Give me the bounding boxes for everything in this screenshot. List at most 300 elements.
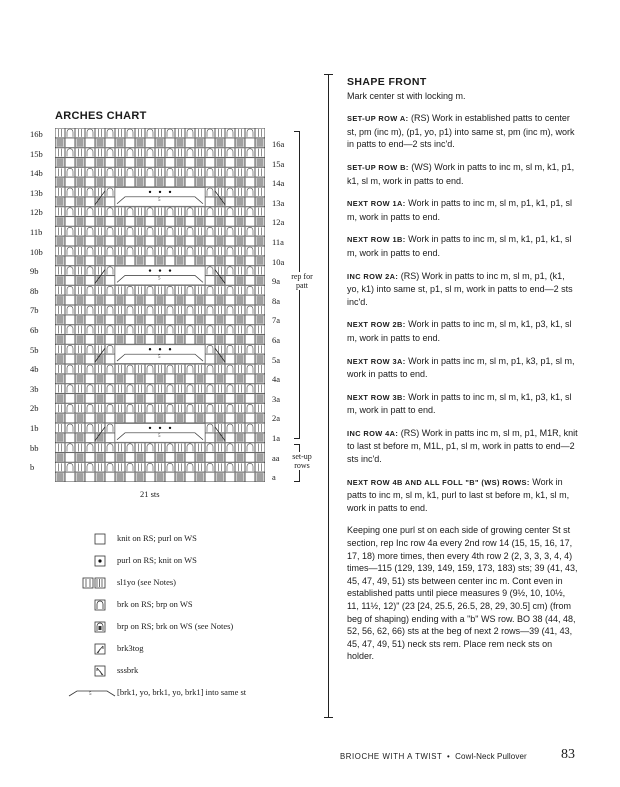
chart-cell xyxy=(125,335,134,344)
chart-cell xyxy=(95,227,104,236)
chart-cell xyxy=(175,384,184,393)
chart-cell xyxy=(125,315,134,324)
chart-cell xyxy=(255,227,264,236)
chart-cell xyxy=(175,305,184,314)
purl-dot xyxy=(159,348,161,350)
increase-bracket-icon xyxy=(67,686,117,700)
chart-cell xyxy=(175,168,184,177)
row-label: 5b xyxy=(30,344,39,355)
column-divider xyxy=(328,74,329,718)
chart-cell xyxy=(185,138,194,147)
purl-dot xyxy=(149,348,151,350)
dot-box-icon xyxy=(75,554,115,568)
chart-grid xyxy=(55,128,265,482)
purl-dot xyxy=(159,191,161,193)
chart-cell xyxy=(195,443,204,452)
purl-dot xyxy=(149,269,151,271)
chart-cell xyxy=(105,433,114,442)
divider-cap xyxy=(324,717,333,718)
chart-cell xyxy=(55,168,64,177)
row-label: 6a xyxy=(272,335,281,345)
chart-cell xyxy=(255,246,264,255)
chart-cell xyxy=(205,472,214,481)
chart-cell xyxy=(235,286,244,295)
chart-cell xyxy=(85,472,94,481)
row-label: 14a xyxy=(272,178,285,189)
chart-cell xyxy=(165,335,174,344)
brk-icon xyxy=(75,598,115,612)
chart-cell xyxy=(255,345,264,354)
chart-cell xyxy=(165,295,174,304)
chart-cell xyxy=(115,246,124,255)
chart-cell xyxy=(55,364,64,373)
chart-cell xyxy=(255,187,264,196)
chart-cell xyxy=(145,315,154,324)
chart-cell xyxy=(205,315,214,324)
chart-cell xyxy=(235,364,244,373)
row-label: 10b xyxy=(30,246,43,257)
chart-cell xyxy=(105,354,114,363)
chart-cell xyxy=(65,413,74,422)
chart-cell xyxy=(255,325,264,334)
chart-cell xyxy=(75,286,84,295)
chart-cell xyxy=(135,463,144,472)
chart-cell xyxy=(85,256,94,265)
step-heading: SET-UP ROW A: xyxy=(347,114,409,124)
chart-cell xyxy=(245,315,254,324)
chart-cell xyxy=(185,158,194,167)
chart-cell xyxy=(105,197,114,206)
page-footer xyxy=(340,752,580,761)
row-label: b xyxy=(30,462,35,473)
chart-cell xyxy=(165,177,174,186)
chart-cell xyxy=(235,305,244,314)
chart-cell xyxy=(105,158,114,167)
chart-cell xyxy=(105,315,114,324)
purl-dot xyxy=(169,269,171,271)
chart-cell xyxy=(145,256,154,265)
chart-cell xyxy=(235,168,244,177)
chart-cell xyxy=(255,286,264,295)
chart-cell xyxy=(255,168,264,177)
row-label: 12b xyxy=(30,207,43,218)
chart-cell xyxy=(75,364,84,373)
chart-cell xyxy=(235,463,244,472)
chart-cell xyxy=(115,286,124,295)
chart-cell xyxy=(145,177,154,186)
chart-cell xyxy=(245,236,254,245)
chart-cell xyxy=(125,217,134,226)
legend-text: knit on RS; purl on WS xyxy=(117,533,197,543)
chart-cell xyxy=(145,413,154,422)
chart-cell xyxy=(135,246,144,255)
chart-cell xyxy=(245,138,254,147)
chart-cell xyxy=(75,128,84,137)
chart-cell xyxy=(205,413,214,422)
svg-text:5: 5 xyxy=(89,692,92,697)
chart-cell xyxy=(115,443,124,452)
chart-cell xyxy=(235,423,244,432)
step-heading: SET-UP ROW B: xyxy=(347,162,409,172)
chart-cell xyxy=(215,187,224,196)
chart-cell xyxy=(65,472,74,481)
chart-cell xyxy=(65,335,74,344)
chart-cell xyxy=(115,463,124,472)
legend-text: purl on RS; knit on WS xyxy=(117,555,197,565)
chart-cell xyxy=(55,148,64,157)
section-subheading: Mark center st with locking m. xyxy=(347,90,466,101)
chart-cell xyxy=(65,315,74,324)
chart-cell xyxy=(165,217,174,226)
chart-cell xyxy=(245,453,254,462)
purl-dot xyxy=(169,427,171,429)
chart-cell xyxy=(255,266,264,275)
chart-cell xyxy=(155,443,164,452)
instruction-step xyxy=(347,270,579,309)
chart-cell xyxy=(165,256,174,265)
rep-note: rep for patt xyxy=(285,272,319,290)
row-label: 2a xyxy=(272,413,281,424)
chart-cell xyxy=(125,158,134,167)
chart-cell xyxy=(255,463,264,472)
chart-cell xyxy=(85,374,94,383)
brp-icon xyxy=(75,620,115,634)
chart-cell xyxy=(105,256,114,265)
chart-cell xyxy=(85,315,94,324)
chart-cell xyxy=(185,335,194,344)
chart-cell xyxy=(205,295,214,304)
chart-cell xyxy=(165,413,174,422)
chart-cell xyxy=(75,246,84,255)
chart-cell xyxy=(185,217,194,226)
arches-chart xyxy=(55,128,265,482)
instruction-step xyxy=(347,355,579,381)
chart-cell xyxy=(215,325,224,334)
chart-cell xyxy=(125,256,134,265)
chart-cell xyxy=(125,236,134,245)
chart-cell xyxy=(185,394,194,403)
chart-cell xyxy=(95,345,104,354)
chart-cell xyxy=(195,246,204,255)
row-label: bb xyxy=(30,442,39,453)
row-label: 9b xyxy=(30,266,39,277)
chart-cell xyxy=(125,394,134,403)
chart-cell xyxy=(115,207,124,216)
step-text: (WS) Work in patts to inc m, sl m, k1, p1, k1, sl m, work in patts to end. xyxy=(347,161,575,186)
chart-cell xyxy=(185,413,194,422)
chart-cell xyxy=(235,148,244,157)
chart-cell xyxy=(225,354,234,363)
step-text: Work in patts to inc m, sl m, k1, p3, k1, sl m, work in patts to end. xyxy=(347,319,572,343)
legend-text: brk on RS; brp on WS xyxy=(117,599,193,609)
chart-cell xyxy=(135,148,144,157)
chart-cell xyxy=(255,207,264,216)
chart-cell xyxy=(95,305,104,314)
chart-cell xyxy=(65,256,74,265)
chart-cell xyxy=(185,256,194,265)
row-label: 5a xyxy=(272,354,281,365)
chart-cell xyxy=(65,374,74,383)
chart-cell xyxy=(145,374,154,383)
chart-cell xyxy=(195,128,204,137)
chart-cell xyxy=(225,236,234,245)
chart-cell xyxy=(75,227,84,236)
chart-cell xyxy=(215,168,224,177)
chart-cell xyxy=(75,266,84,275)
row-label: aa xyxy=(272,452,280,463)
chart-cell xyxy=(155,227,164,236)
chart-cell xyxy=(195,207,204,216)
bracket-count: 5 xyxy=(158,355,161,361)
page-number: 83 xyxy=(561,747,575,762)
book-title: BRIOCHE WITH A TWIST xyxy=(340,752,443,761)
chart-cell xyxy=(185,453,194,462)
chart-cell xyxy=(215,463,224,472)
chart-cell xyxy=(95,148,104,157)
chart-cell xyxy=(55,305,64,314)
chart-cell xyxy=(165,158,174,167)
row-label: 2b xyxy=(30,403,39,414)
chart-cell xyxy=(175,463,184,472)
chart-cell xyxy=(65,138,74,147)
chart-cell xyxy=(135,305,144,314)
chart-cell xyxy=(225,453,234,462)
step-heading: NEXT ROW 3A: xyxy=(347,356,406,366)
chart-cell xyxy=(205,453,214,462)
chart-cell xyxy=(55,266,64,275)
chart-cell xyxy=(235,345,244,354)
chart-cell xyxy=(255,443,264,452)
bracket-count: 5 xyxy=(158,433,161,439)
chart-cell xyxy=(105,236,114,245)
chart-cell xyxy=(225,413,234,422)
chart-cell xyxy=(175,364,184,373)
row-label: 15a xyxy=(272,158,285,169)
chart-cell xyxy=(65,197,74,206)
row-label: 13b xyxy=(30,187,43,198)
chart-cell xyxy=(135,227,144,236)
chart-cell xyxy=(205,276,214,285)
chart-cell xyxy=(75,148,84,157)
chart-cell xyxy=(65,177,74,186)
chart-cell xyxy=(135,207,144,216)
footer-separator: • xyxy=(447,752,451,761)
chart-cell xyxy=(215,345,224,354)
chart-cell xyxy=(95,128,104,137)
purl-dot xyxy=(159,427,161,429)
chart-cell xyxy=(215,364,224,373)
chart-cell xyxy=(175,227,184,236)
row-label: 3b xyxy=(30,383,39,394)
chart-cell xyxy=(115,364,124,373)
row-label: 9a xyxy=(272,276,281,287)
chart-cell xyxy=(245,158,254,167)
chart-cell xyxy=(195,404,204,413)
step-text: (RS) Work in established patts to center st, pm (inc m), (p1, yo, p1) into same st, pm (inc m), work in patts to end—2 sts inc'd. xyxy=(347,113,575,150)
chart-cell xyxy=(105,374,114,383)
chart-cell xyxy=(205,354,214,363)
instruction-step xyxy=(347,112,579,151)
instruction-step xyxy=(347,391,579,417)
chart-cell xyxy=(215,404,224,413)
chart-cell xyxy=(165,236,174,245)
chart-cell xyxy=(95,463,104,472)
chart-cell xyxy=(225,335,234,344)
chart-cell xyxy=(165,138,174,147)
chart-cell xyxy=(95,168,104,177)
closing-paragraph: Keeping one purl st on each side of growing center St st section, rep Inc row 4a every 2nd row 14 (15, 15, 16, 17, 17, 18) more times, then every 4th row 2 (2, 3, 3, 3, 4, 4) times—115 (129, 139, 149, 159, 173, 183) sts; 39 (41, 43, 45, 47, 49, 51) sts between center inc m. Cont even in established patts until piece measures 9 (9½, 10, 10½, 11, 11½, 12)" (23 [24, 25.5, 26.5, 28, 29, 30.5] cm) (from beg of shaping) ending with a "b" WS row. BO 38 (44, 48, 52, 56, 62, 66) sts at the beg of next 2 rows—39 (41, 43, 45, 47, 49, 51) neck sts rem. Place rem neck sts on holder. xyxy=(347,525,578,662)
setup-note: set-up rows xyxy=(285,452,319,470)
chart-cell xyxy=(135,443,144,452)
legend-text: sssbrk xyxy=(117,665,139,675)
row-label: 8b xyxy=(30,285,39,296)
chart-cell xyxy=(245,394,254,403)
plain-box-icon xyxy=(75,532,115,546)
chart-cell xyxy=(85,217,94,226)
chart-cell xyxy=(85,335,94,344)
chart-cell xyxy=(75,384,84,393)
row-label: 16b xyxy=(30,129,43,139)
chart-cell xyxy=(135,325,144,334)
chart-cell xyxy=(155,325,164,334)
chart-cell xyxy=(225,374,234,383)
chart-cell xyxy=(235,404,244,413)
chart-cell xyxy=(115,227,124,236)
chart-cell xyxy=(205,138,214,147)
chart-cell xyxy=(215,227,224,236)
chart-cell xyxy=(105,335,114,344)
step-heading: NEXT ROW 2B: xyxy=(347,320,406,330)
chart-cell xyxy=(65,433,74,442)
chart-cell xyxy=(225,177,234,186)
chart-cell xyxy=(175,443,184,452)
chart-cell xyxy=(155,286,164,295)
chart-cell xyxy=(105,276,114,285)
chart-cell xyxy=(55,404,64,413)
step-text: Work in patts to inc m, sl m, k1, purl to last st before m, k1, sl m, work in patts to end. xyxy=(347,476,570,513)
step-text: Work in patts to inc m, sl m, k1, p1, k1, sl m, work in patts to end. xyxy=(347,234,572,258)
row-label: 7a xyxy=(272,315,281,326)
chart-cell xyxy=(235,325,244,334)
chart-cell xyxy=(255,128,264,137)
legend-text: sl1yo (see Notes) xyxy=(117,577,177,587)
chart-cell xyxy=(75,207,84,216)
row-label: 7b xyxy=(30,305,39,316)
chart-cell xyxy=(95,266,104,275)
chart-cell xyxy=(95,325,104,334)
chart-cell xyxy=(195,364,204,373)
row-label: 13a xyxy=(272,197,285,208)
chart-cell xyxy=(215,128,224,137)
chart-cell xyxy=(205,158,214,167)
chart-cell xyxy=(105,472,114,481)
chart-cell xyxy=(85,354,94,363)
chart-cell xyxy=(145,138,154,147)
chart-cell xyxy=(245,433,254,442)
step-heading: NEXT ROW 4B AND ALL FOLL "B" (WS) ROWS: xyxy=(347,477,530,487)
chart-cell xyxy=(125,453,134,462)
sssbrk-icon xyxy=(75,664,115,678)
chart-cell xyxy=(65,453,74,462)
row-label: 11b xyxy=(30,227,43,237)
chart-cell xyxy=(205,335,214,344)
chart-cell xyxy=(225,256,234,265)
chart-cell xyxy=(235,207,244,216)
step-heading: INC ROW 4A: xyxy=(347,428,399,438)
chart-cell xyxy=(95,404,104,413)
chart-cell xyxy=(195,305,204,314)
chart-cell xyxy=(255,423,264,432)
chart-cell xyxy=(245,413,254,422)
chart-cell xyxy=(205,177,214,186)
chart-cell xyxy=(65,354,74,363)
chart-cell xyxy=(245,295,254,304)
chart-cell xyxy=(55,325,64,334)
chart-cell xyxy=(145,335,154,344)
step-text: Work in patts to inc m, sl m, p1, k1, p1, sl m, work in patts to end. xyxy=(347,198,572,222)
chart-cell xyxy=(135,404,144,413)
chart-cell xyxy=(185,374,194,383)
chart-title: ARCHES CHART xyxy=(55,110,147,122)
chart-cell xyxy=(125,374,134,383)
chart-cell xyxy=(215,423,224,432)
chart-cell xyxy=(75,345,84,354)
purl-dot xyxy=(149,191,151,193)
chart-cell xyxy=(55,207,64,216)
chart-cell xyxy=(125,177,134,186)
chart-cell xyxy=(155,463,164,472)
chart-cell xyxy=(105,453,114,462)
chart-cell xyxy=(65,217,74,226)
chart-cell xyxy=(135,364,144,373)
chart-cell xyxy=(235,187,244,196)
chart-cell xyxy=(95,443,104,452)
row-label: 10a xyxy=(272,256,285,267)
bracket-count: 5 xyxy=(158,197,161,203)
chart-cell xyxy=(195,463,204,472)
chart-cell xyxy=(235,227,244,236)
chart-cell xyxy=(225,217,234,226)
chart-cell xyxy=(235,384,244,393)
chart-cell xyxy=(205,197,214,206)
chart-cell xyxy=(115,305,124,314)
chart-cell xyxy=(55,286,64,295)
chart-cell xyxy=(175,325,184,334)
chart-cell xyxy=(165,472,174,481)
step-text: Work in patts to inc m, sl m, k1, p3, k1, sl m, work in patt to end. xyxy=(347,391,572,416)
chart-cell xyxy=(125,295,134,304)
purl-dot xyxy=(169,348,171,350)
chart-cell xyxy=(165,394,174,403)
chart-cell xyxy=(65,236,74,245)
row-label: 15b xyxy=(30,148,43,159)
chart-cell xyxy=(155,207,164,216)
chart-cell xyxy=(145,217,154,226)
legend-text: brk3tog xyxy=(117,643,144,653)
chart-cell xyxy=(155,384,164,393)
chart-cell xyxy=(175,207,184,216)
chart-cell xyxy=(85,158,94,167)
chart-cell xyxy=(85,276,94,285)
chart-cell xyxy=(125,472,134,481)
chart-cell xyxy=(185,295,194,304)
chart-cell xyxy=(215,246,224,255)
row-label: 16a xyxy=(272,139,285,149)
chart-cell xyxy=(85,433,94,442)
chart-cell xyxy=(225,158,234,167)
section-heading: SHAPE FRONT xyxy=(347,76,427,88)
chart-cell xyxy=(115,325,124,334)
